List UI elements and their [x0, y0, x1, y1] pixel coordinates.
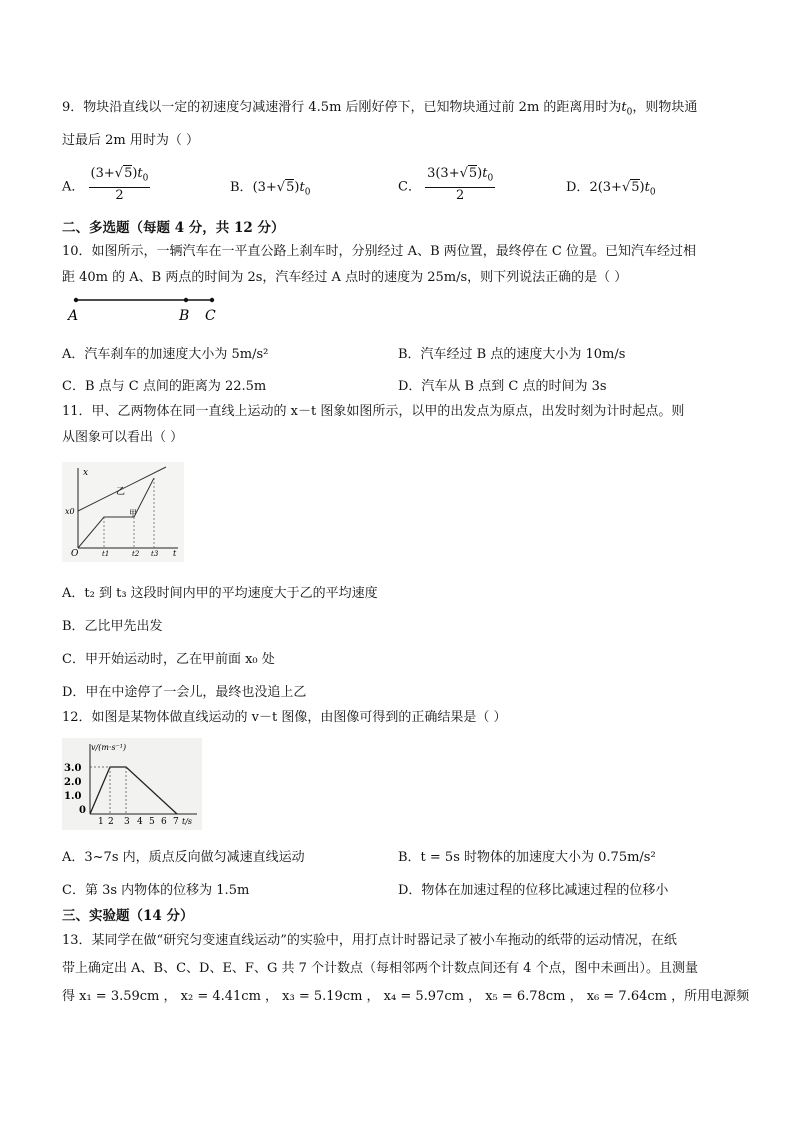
q12-option-c[interactable]: C．第 3s 内物体的位移为 1.5m — [62, 883, 250, 898]
ytick-1: 1.0 — [64, 791, 82, 802]
t3-label: t3 — [151, 550, 159, 558]
section-multiple-choice-heading: 二、多选题（每题 4 分，共 12 分） — [62, 220, 285, 236]
q11-option-b[interactable]: B．乙比甲先出发 — [62, 619, 163, 634]
v-axis-label: v/(m·s⁻¹) — [91, 743, 127, 752]
point-b-label: B — [179, 308, 190, 324]
point-c-dot — [210, 298, 214, 302]
q11-option-c[interactable]: C．甲开始运动时，乙在甲前面 x₀ 处 — [62, 652, 275, 667]
ytick-0: 0 — [79, 805, 86, 816]
q12-option-d[interactable]: D．物体在加速过程的位移比减速过程的位移小 — [398, 883, 669, 898]
point-a-dot — [74, 298, 78, 302]
origin-label: O — [71, 549, 79, 559]
q12-option-a[interactable]: A．3~7s 内，质点反向做匀减速直线运动 — [62, 850, 305, 865]
q9-option-c[interactable]: C． $\frac{3(3+√5)t_0}{2}$ — [398, 166, 494, 203]
xtick-3: 3 — [124, 817, 130, 827]
xtick-2: 2 — [108, 817, 114, 827]
t1-label: t1 — [102, 550, 110, 558]
q10-stem-line2: 距 40m 的 A、B 两点的时间为 2s，汽车经过 A 点时的速度为 25m/s，则下列说法正确的是（ ） — [62, 270, 628, 285]
q10-option-b[interactable]: B．汽车经过 B 点的速度大小为 10m/s — [398, 347, 626, 362]
ytick-3: 3.0 — [64, 763, 82, 774]
point-c-label: C — [205, 308, 216, 324]
q12-option-b[interactable]: B．t = 5s 时物体的加速度大小为 0.75m/s² — [398, 850, 656, 865]
xtick-6: 6 — [161, 817, 167, 827]
x-axis-label: x — [83, 468, 89, 478]
q9-option-d[interactable]: D．$2(3+√5)t_0$ — [566, 180, 656, 198]
q10-option-a[interactable]: A．汽车刹车的加速度大小为 5m/s² — [62, 347, 269, 362]
q11-stem-line1: 11．甲、乙两物体在同一直线上运动的 x－t 图象如图所示，以甲的出发点为原点，出发时刻为计时起点。则 — [62, 404, 685, 419]
q10-road-figure — [62, 290, 232, 324]
q10-option-d[interactable]: D．汽车从 B 点到 C 点的时间为 3s — [398, 379, 607, 394]
ytick-2: 2.0 — [64, 777, 82, 788]
xtick-1: 1 — [98, 817, 104, 827]
q9-option-b[interactable]: B．$(3+√5)t_0$ — [230, 180, 311, 198]
xtick-4: 4 — [137, 817, 143, 827]
yi-label: 乙 — [116, 487, 126, 497]
q13-stem-line3: 得 x₁ = 3.59cm ， x₂ = 4.41cm ， x₃ = 5.19cm ， x₄ = 5.97cm ， x₅ = 6.78cm ， x₆ = 7.64cm ，所用电源频 — [62, 989, 750, 1004]
q11-stem-line2: 从图象可以看出（ ） — [62, 430, 184, 445]
q11-option-a[interactable]: A．t₂ 到 t₃ 这段时间内甲的平均速度大于乙的平均速度 — [62, 586, 378, 601]
q13-stem-line2: 带上确定出 A、B、C、D、E、F、G 共 7 个计数点（每相邻两个计数点间还有 4 个点，图中未画出）。且测量 — [62, 961, 699, 976]
point-a-label: A — [68, 308, 79, 324]
section-experiment-heading: 三、实验题（14 分） — [62, 908, 194, 924]
q9-option-a[interactable]: A． $\frac{(3+√5)t_0}{2}$ — [62, 166, 149, 203]
q11-option-d[interactable]: D．甲在中途停了一会儿，最终也没追上乙 — [62, 685, 307, 700]
graph-background — [62, 738, 202, 830]
graph-background — [62, 462, 184, 562]
q10-option-c[interactable]: C．B 点与 C 点间的距离为 22.5m — [62, 379, 267, 394]
point-b-dot — [184, 298, 188, 302]
q10-stem-line1: 10．如图所示，一辆汽车在一平直公路上刹车时，分别经过 A、B 两位置，最终停在 C 位置。已知汽车经过相 — [62, 244, 696, 259]
t2-label: t2 — [132, 550, 140, 558]
t-axis-label: t/s — [182, 817, 193, 826]
q11-xt-graph — [62, 462, 184, 562]
t-axis-label: t — [173, 549, 177, 558]
x0-label: x0 — [65, 507, 75, 516]
q12-vt-graph — [62, 738, 202, 830]
q9-stem-line1: 9．物块沿直线以一定的初速度匀减速滑行 4.5m 后刚好停下，已知物块通过前 2m 的距离用时为$t_0$，则物块通 — [62, 100, 698, 118]
jia-label: 甲 — [129, 509, 137, 518]
xtick-7: 7 — [173, 817, 179, 827]
q13-stem-line1: 13．某同学在做“研究匀变速直线运动”的实验中，用打点计时器记录了被小车拖动的纸带的运动情况，在纸 — [62, 933, 677, 948]
xtick-5: 5 — [149, 817, 155, 827]
q12-stem-line1: 12．如图是某物体做直线运动的 v－t 图像，由图像可得到的正确结果是（ ） — [62, 710, 507, 725]
q9-stem-line2: 过最后 2m 用时为（ ） — [62, 133, 199, 148]
